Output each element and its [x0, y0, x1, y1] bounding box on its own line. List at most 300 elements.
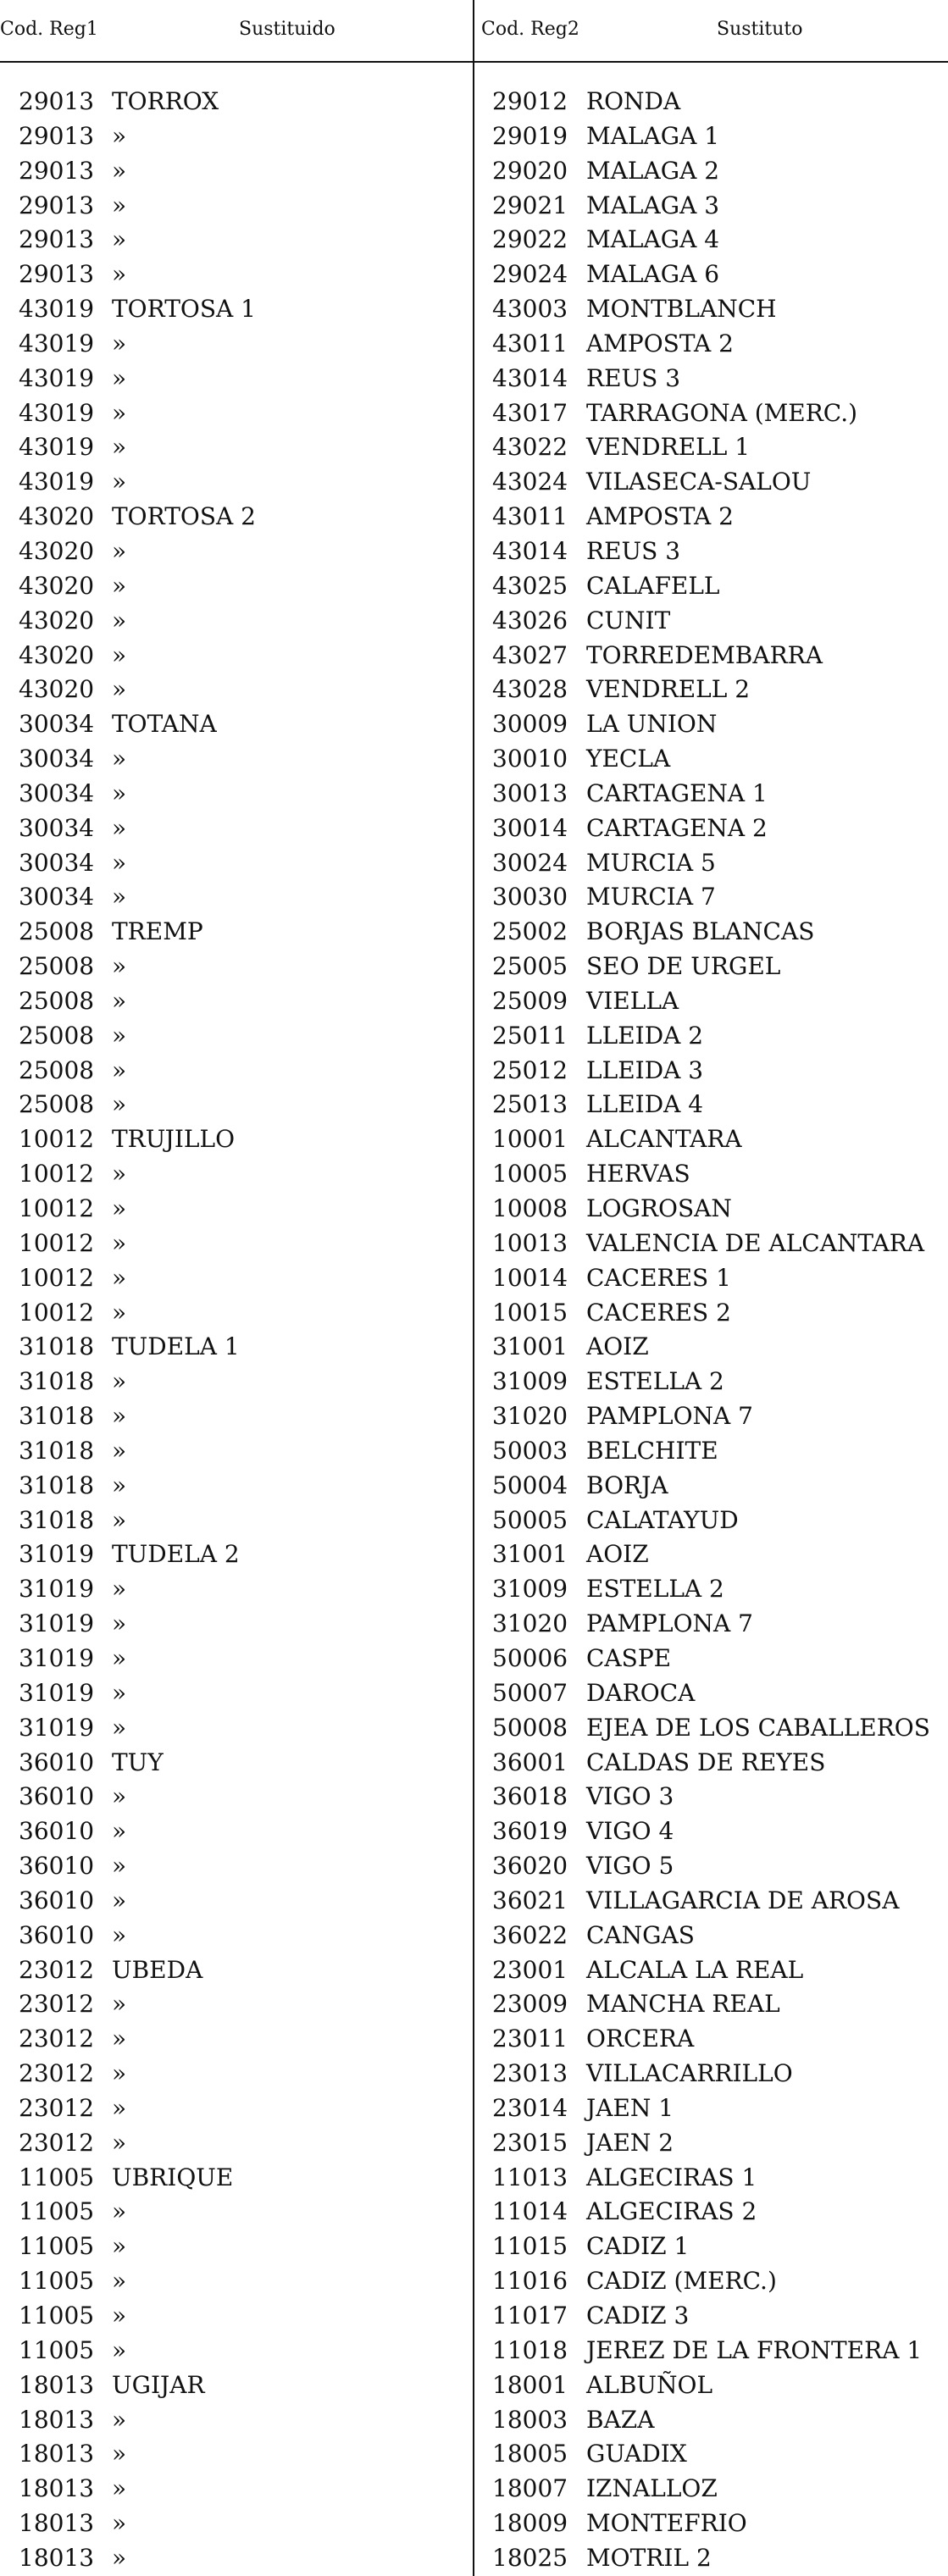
cell-cod-reg1: 25008 [19, 1021, 95, 1050]
cell-cod-reg1: 30034 [19, 778, 95, 807]
table-row [0, 1296, 948, 1331]
table-row [0, 673, 948, 707]
cell-cod-reg2: 36019 [492, 1817, 568, 1846]
table-row [0, 258, 948, 292]
cell-sustituto: BORJA [586, 1471, 668, 1499]
cell-sustituto: PAMPLONA 7 [586, 1402, 753, 1431]
table-row [0, 2230, 948, 2264]
cell-sustituto: VILLAGARCIA DE AROSA [586, 1886, 900, 1914]
cell-cod-reg1: 43019 [19, 363, 95, 392]
cell-sustituido: » [112, 433, 127, 462]
table-row [0, 2264, 948, 2299]
cell-sustituido: » [112, 260, 127, 289]
cell-cod-reg2: 29021 [492, 191, 568, 219]
table-row [0, 880, 948, 915]
cell-sustituto: VILLACARRILLO [586, 2059, 793, 2088]
table-row [0, 777, 948, 812]
table-row [0, 1780, 948, 1814]
cell-cod-reg2: 43011 [492, 329, 568, 357]
table-row [0, 1537, 948, 1572]
cell-cod-reg2: 31020 [492, 1609, 568, 1638]
table-row [0, 2472, 948, 2507]
cell-cod-reg2: 18003 [492, 2405, 568, 2434]
cell-cod-reg1: 31019 [19, 1643, 95, 1672]
table-row [0, 1330, 948, 1365]
cell-cod-reg2: 10015 [492, 1298, 568, 1327]
cell-cod-reg2: 11017 [492, 2302, 568, 2329]
cell-sustituido: » [112, 2093, 127, 2122]
cell-cod-reg2: 50003 [492, 1436, 568, 1465]
cell-sustituto: TARRAGONA (MERC.) [586, 398, 858, 427]
cell-sustituto: VILASECA-SALOU [586, 468, 812, 496]
cell-sustituto: ALBUÑOL [586, 2370, 713, 2399]
cell-sustituido: TOTANA [112, 710, 217, 739]
table-row [0, 1434, 948, 1469]
cell-sustituto: CACERES 2 [586, 1298, 731, 1327]
table-row [0, 2195, 948, 2230]
table-row [0, 362, 948, 396]
cell-sustituido: » [112, 1471, 127, 1499]
header-cod-reg2: Cod. Reg2 [481, 19, 579, 40]
table-row [0, 535, 948, 569]
cell-cod-reg2: 43017 [492, 398, 568, 427]
cell-cod-reg2: 50006 [492, 1643, 568, 1672]
cell-sustituido: » [112, 2440, 127, 2468]
cell-sustituto: JAEN 1 [586, 2093, 674, 2122]
cell-cod-reg1: 18013 [19, 2405, 95, 2434]
cell-cod-reg1: 23012 [19, 2059, 95, 2088]
cell-cod-reg2: 36001 [492, 1748, 568, 1776]
table-row [0, 500, 948, 535]
table-row [0, 1814, 948, 1849]
cell-sustituido: » [112, 2128, 127, 2157]
cell-sustituido: TUDELA 1 [112, 1332, 240, 1361]
cell-cod-reg1: 43020 [19, 675, 95, 704]
cell-sustituto: RONDA [586, 87, 681, 115]
cell-sustituido: » [112, 398, 127, 427]
cell-cod-reg1: 18013 [19, 2370, 95, 2399]
cell-cod-reg1: 29013 [19, 87, 95, 115]
table-row [0, 1919, 948, 1953]
cell-sustituido: » [112, 571, 127, 600]
cell-sustituido: » [112, 1782, 127, 1811]
cell-cod-reg1: 43019 [19, 433, 95, 462]
cell-cod-reg1: 30034 [19, 745, 95, 773]
cell-sustituto: TORREDEMBARRA [586, 640, 823, 669]
cell-sustituido: » [112, 1713, 127, 1742]
cell-cod-reg2: 25011 [492, 1021, 568, 1050]
cell-cod-reg2: 36022 [492, 1920, 568, 1949]
cell-cod-reg2: 31009 [492, 1367, 568, 1396]
cell-cod-reg2: 43024 [492, 468, 568, 496]
cell-sustituto: ALGECIRAS 2 [586, 2197, 757, 2226]
cell-cod-reg2: 29024 [492, 260, 568, 289]
cell-sustituto: LLEIDA 2 [586, 1021, 704, 1050]
cell-cod-reg1: 30034 [19, 813, 95, 842]
table-row [0, 846, 948, 881]
cell-cod-reg2: 30014 [492, 813, 568, 842]
cell-sustituto: CALDAS DE REYES [586, 1748, 826, 1776]
cell-sustituto: VENDRELL 2 [586, 675, 751, 704]
cell-cod-reg1: 31018 [19, 1471, 95, 1499]
cell-sustituto: VALENCIA DE ALCANTARA [586, 1228, 925, 1257]
cell-cod-reg2: 36018 [492, 1782, 568, 1811]
cell-sustituido: » [112, 1436, 127, 1465]
table-row [0, 2126, 948, 2161]
table-row [0, 1953, 948, 1988]
cell-sustituto: AMPOSTA 2 [586, 502, 734, 531]
cell-sustituto: MONTEFRIO [586, 2509, 747, 2538]
cell-cod-reg1: 11005 [19, 2335, 95, 2364]
cell-sustituido: TORTOSA 2 [112, 502, 256, 531]
table-row [0, 812, 948, 846]
cell-sustituto: VIGO 5 [586, 1852, 674, 1881]
cell-cod-reg1: 36010 [19, 1920, 95, 1949]
cell-sustituto: LOGROSAN [586, 1194, 732, 1222]
cell-cod-reg2: 23015 [492, 2128, 568, 2157]
cell-cod-reg2: 23014 [492, 2093, 568, 2122]
table-row [0, 430, 948, 465]
cell-cod-reg1: 10012 [19, 1298, 95, 1327]
cell-cod-reg1: 29013 [19, 260, 95, 289]
cell-cod-reg1: 36010 [19, 1817, 95, 1846]
cell-cod-reg2: 43003 [492, 295, 568, 324]
table-row [0, 327, 948, 362]
table-row [0, 1987, 948, 2022]
cell-sustituto: VIGO 4 [586, 1817, 674, 1846]
cell-sustituido: » [112, 1367, 127, 1396]
cell-sustituto: MURCIA 5 [586, 848, 716, 877]
cell-cod-reg2: 50008 [492, 1713, 568, 1742]
cell-cod-reg2: 25012 [492, 1055, 568, 1084]
cell-sustituido: » [112, 1920, 127, 1949]
cell-cod-reg2: 25002 [492, 917, 568, 946]
cell-sustituido: » [112, 1160, 127, 1188]
cell-sustituido: » [112, 1575, 127, 1604]
cell-cod-reg2: 11015 [492, 2232, 568, 2261]
cell-sustituido: UBEDA [112, 1955, 203, 1984]
cell-sustituto: VIELLA [586, 986, 679, 1015]
header-rule [0, 61, 948, 63]
cell-cod-reg2: 23009 [492, 1990, 568, 2019]
cell-sustituido: TORROX [112, 87, 219, 115]
cell-sustituido: » [112, 1678, 127, 1707]
cell-cod-reg1: 25008 [19, 986, 95, 1015]
cell-sustituido: » [112, 1055, 127, 1084]
cell-cod-reg2: 23001 [492, 1955, 568, 1984]
cell-sustituto: AOIZ [586, 1540, 649, 1569]
cell-cod-reg2: 18001 [492, 2370, 568, 2399]
cell-cod-reg1: 23012 [19, 1955, 95, 1984]
cell-sustituto: MALAGA 3 [586, 191, 720, 219]
cell-sustituido: » [112, 606, 127, 634]
cell-cod-reg1: 23012 [19, 2128, 95, 2157]
table-body [0, 85, 948, 2576]
cell-sustituido: » [112, 640, 127, 669]
cell-sustituido: » [112, 156, 127, 185]
table-row [0, 2334, 948, 2368]
cell-sustituto: JEREZ DE LA FRONTERA 1 [586, 2335, 923, 2364]
cell-cod-reg1: 31019 [19, 1540, 95, 1569]
cell-cod-reg2: 31001 [492, 1540, 568, 1569]
cell-cod-reg1: 10012 [19, 1263, 95, 1292]
cell-sustituto: MURCIA 7 [586, 883, 716, 911]
table-row [0, 465, 948, 500]
cell-cod-reg1: 43019 [19, 468, 95, 496]
cell-sustituto: LA UNION [586, 710, 718, 739]
cell-cod-reg1: 31019 [19, 1678, 95, 1707]
cell-sustituido: TREMP [112, 917, 203, 946]
table-row [0, 2299, 948, 2334]
cell-sustituto: ESTELLA 2 [586, 1367, 724, 1396]
cell-sustituto: DAROCA [586, 1678, 696, 1707]
cell-sustituido: UGIJAR [112, 2370, 205, 2399]
cell-cod-reg2: 25009 [492, 986, 568, 1015]
cell-cod-reg2: 18025 [492, 2543, 568, 2572]
table-row [0, 1192, 948, 1227]
cell-sustituto: PAMPLONA 7 [586, 1609, 753, 1638]
cell-sustituido: » [112, 191, 127, 219]
cell-sustituido: » [112, 2232, 127, 2261]
cell-sustituido: TRUJILLO [112, 1125, 236, 1154]
table-row [0, 85, 948, 119]
table-row [0, 119, 948, 154]
table-row [0, 2091, 948, 2126]
table-row [0, 1019, 948, 1054]
cell-sustituto: ALCANTARA [586, 1125, 742, 1154]
cell-sustituto: LLEIDA 4 [586, 1090, 704, 1119]
cell-cod-reg1: 11005 [19, 2163, 95, 2191]
table-row [0, 2161, 948, 2196]
table-row [0, 1365, 948, 1399]
cell-cod-reg1: 11005 [19, 2197, 95, 2226]
table-row [0, 639, 948, 673]
cell-cod-reg1: 10012 [19, 1125, 95, 1154]
cell-sustituido: » [112, 1886, 127, 1914]
cell-sustituido: » [112, 1609, 127, 1638]
cell-cod-reg1: 25008 [19, 1055, 95, 1084]
cell-cod-reg2: 43014 [492, 363, 568, 392]
cell-sustituto: MANCHA REAL [586, 1990, 780, 2019]
cell-sustituto: IZNALLOZ [586, 2474, 718, 2503]
cell-cod-reg1: 31019 [19, 1713, 95, 1742]
cell-sustituido: » [112, 883, 127, 911]
cell-sustituido: » [112, 813, 127, 842]
cell-cod-reg2: 10008 [492, 1194, 568, 1222]
table-row [0, 1504, 948, 1538]
cell-cod-reg1: 29013 [19, 121, 95, 150]
table-row [0, 569, 948, 604]
cell-sustituido: » [112, 1298, 127, 1327]
cell-sustituido: » [112, 1228, 127, 1257]
cell-sustituto: AMPOSTA 2 [586, 329, 734, 357]
cell-cod-reg1: 11005 [19, 2232, 95, 2261]
cell-sustituto: MONTBLANCH [586, 295, 777, 324]
cell-sustituido: » [112, 2405, 127, 2434]
table-row [0, 2368, 948, 2403]
table-row [0, 189, 948, 224]
cell-sustituto: REUS 3 [586, 536, 681, 565]
cell-sustituto: CUNIT [586, 606, 671, 634]
table-row [0, 1261, 948, 1296]
cell-sustituto: VIGO 3 [586, 1782, 674, 1811]
table-row [0, 154, 948, 189]
cell-sustituido: » [112, 675, 127, 704]
cell-cod-reg1: 29013 [19, 191, 95, 219]
cell-sustituto: MALAGA 6 [586, 260, 720, 289]
cell-sustituido: TUY [112, 1748, 164, 1776]
cell-cod-reg1: 11005 [19, 2302, 95, 2329]
cell-sustituto: VENDRELL 1 [586, 433, 751, 462]
cell-sustituido: » [112, 1090, 127, 1119]
table-row [0, 1122, 948, 1157]
cell-sustituido: » [112, 1643, 127, 1672]
table-row [0, 2403, 948, 2438]
cell-cod-reg2: 30030 [492, 883, 568, 911]
cell-sustituido: » [112, 2267, 127, 2296]
cell-sustituido: UBRIQUE [112, 2163, 234, 2191]
cell-cod-reg1: 36010 [19, 1748, 95, 1776]
cell-sustituto: CALATAYUD [586, 1505, 739, 1534]
cell-sustituto: GUADIX [586, 2440, 687, 2468]
table-row [0, 2541, 948, 2576]
cell-cod-reg2: 10001 [492, 1125, 568, 1154]
table-row [0, 1642, 948, 1676]
cell-sustituido: » [112, 1852, 127, 1881]
cell-cod-reg2: 11016 [492, 2267, 568, 2296]
cell-cod-reg2: 30009 [492, 710, 568, 739]
cell-sustituto: ALGECIRAS 1 [586, 2163, 757, 2191]
table-row [0, 1607, 948, 1642]
table-row [0, 1849, 948, 1884]
cell-cod-reg1: 31019 [19, 1609, 95, 1638]
cell-cod-reg1: 31019 [19, 1575, 95, 1604]
cell-sustituido: » [112, 121, 127, 150]
cell-cod-reg1: 30034 [19, 883, 95, 911]
cell-cod-reg2: 43025 [492, 571, 568, 600]
cell-sustituto: MALAGA 4 [586, 225, 720, 254]
cell-cod-reg2: 10005 [492, 1160, 568, 1188]
cell-sustituto: BAZA [586, 2405, 655, 2434]
cell-sustituido: » [112, 468, 127, 496]
cell-cod-reg2: 50005 [492, 1505, 568, 1534]
cell-cod-reg1: 36010 [19, 1886, 95, 1914]
table-row [0, 1157, 948, 1192]
cell-sustituido: TUDELA 2 [112, 1540, 240, 1569]
cell-sustituido: » [112, 2197, 127, 2226]
cell-cod-reg1: 23012 [19, 2025, 95, 2053]
cell-sustituto: MALAGA 2 [586, 156, 720, 185]
cell-sustituto: HERVAS [586, 1160, 690, 1188]
cell-cod-reg2: 10013 [492, 1228, 568, 1257]
cell-sustituido: » [112, 225, 127, 254]
cell-cod-reg1: 31018 [19, 1505, 95, 1534]
cell-sustituto: MOTRIL 2 [586, 2543, 712, 2572]
cell-cod-reg1: 31018 [19, 1367, 95, 1396]
cell-cod-reg2: 29020 [492, 156, 568, 185]
cell-sustituto: AOIZ [586, 1332, 649, 1361]
cell-cod-reg2: 50004 [492, 1471, 568, 1499]
cell-sustituido: » [112, 778, 127, 807]
cell-cod-reg2: 11013 [492, 2163, 568, 2191]
cell-sustituto: REUS 3 [586, 363, 681, 392]
cell-cod-reg1: 43020 [19, 606, 95, 634]
cell-sustituido: » [112, 745, 127, 773]
cell-sustituto: CALAFELL [586, 571, 720, 600]
table-row [0, 707, 948, 742]
cell-sustituto: MALAGA 1 [586, 121, 720, 150]
cell-cod-reg1: 43019 [19, 329, 95, 357]
cell-sustituto: CASPE [586, 1643, 672, 1672]
cell-cod-reg1: 36010 [19, 1852, 95, 1881]
table-row [0, 604, 948, 639]
cell-cod-reg1: 10012 [19, 1228, 95, 1257]
cell-cod-reg2: 30024 [492, 848, 568, 877]
cell-cod-reg1: 31018 [19, 1332, 95, 1361]
table-row [0, 1088, 948, 1122]
cell-cod-reg2: 29022 [492, 225, 568, 254]
table-row [0, 1884, 948, 1919]
cell-cod-reg2: 43022 [492, 433, 568, 462]
cell-cod-reg2: 25013 [492, 1090, 568, 1119]
table-row [0, 2507, 948, 2541]
cell-cod-reg1: 43020 [19, 502, 95, 531]
table-row [0, 223, 948, 258]
cell-sustituido: » [112, 1021, 127, 1050]
cell-cod-reg2: 29012 [492, 87, 568, 115]
cell-cod-reg2: 18005 [492, 2440, 568, 2468]
cell-sustituto: ESTELLA 2 [586, 1575, 724, 1604]
cell-cod-reg1: 43019 [19, 398, 95, 427]
cell-sustituido: » [112, 952, 127, 981]
cell-cod-reg2: 29019 [492, 121, 568, 150]
cell-sustituido: » [112, 986, 127, 1015]
cell-cod-reg2: 10014 [492, 1263, 568, 1292]
cell-cod-reg1: 10012 [19, 1194, 95, 1222]
cell-sustituto: JAEN 2 [586, 2128, 674, 2157]
table-row [0, 915, 948, 950]
cell-cod-reg1: 29013 [19, 156, 95, 185]
cell-sustituto: CANGAS [586, 1920, 695, 1949]
cell-cod-reg2: 31020 [492, 1402, 568, 1431]
cell-cod-reg2: 43011 [492, 502, 568, 531]
cell-sustituido: » [112, 329, 127, 357]
header-cod-reg1: Cod. Reg1 [0, 19, 98, 40]
cell-cod-reg2: 31001 [492, 1332, 568, 1361]
cell-cod-reg1: 43020 [19, 640, 95, 669]
cell-cod-reg2: 30013 [492, 778, 568, 807]
table-row [0, 950, 948, 984]
cell-cod-reg1: 25008 [19, 952, 95, 981]
cell-sustituto: BORJAS BLANCAS [586, 917, 815, 946]
cell-sustituido: » [112, 1505, 127, 1534]
cell-sustituto: LLEIDA 3 [586, 1055, 704, 1084]
table-row [0, 1572, 948, 1607]
cell-cod-reg1: 25008 [19, 917, 95, 946]
table-row [0, 984, 948, 1019]
cell-cod-reg2: 18007 [492, 2474, 568, 2503]
cell-cod-reg1: 43019 [19, 295, 95, 324]
cell-sustituido: » [112, 536, 127, 565]
cell-sustituido: » [112, 1990, 127, 2019]
cell-cod-reg2: 36021 [492, 1886, 568, 1914]
table-row [0, 2437, 948, 2472]
table-row [0, 1227, 948, 1261]
cell-cod-reg2: 18009 [492, 2509, 568, 2538]
cell-cod-reg1: 36010 [19, 1782, 95, 1811]
cell-cod-reg2: 43026 [492, 606, 568, 634]
cell-cod-reg1: 18013 [19, 2474, 95, 2503]
